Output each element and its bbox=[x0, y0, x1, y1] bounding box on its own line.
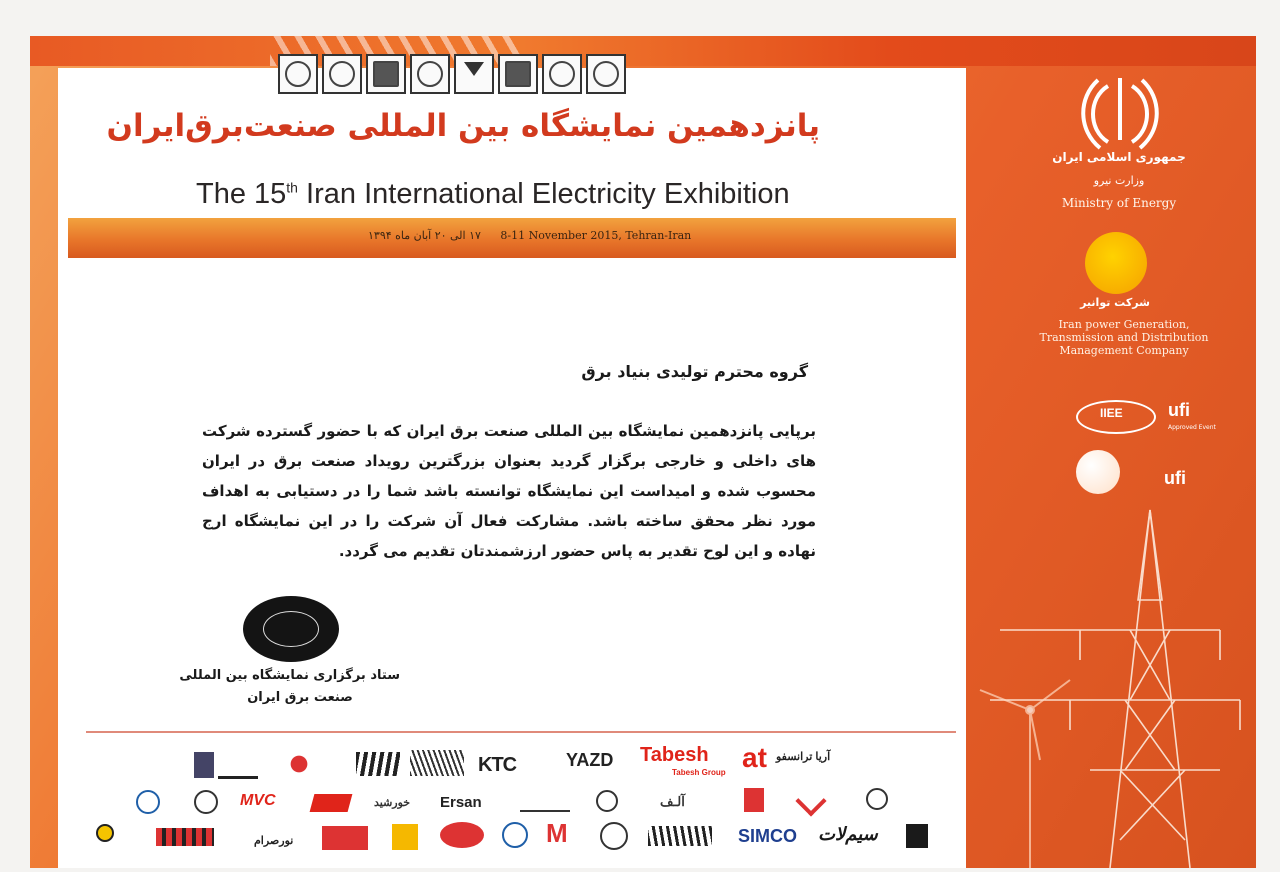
sponsor-aria: آریا ترانسفو bbox=[776, 751, 831, 763]
organizer-logo-6 bbox=[498, 54, 538, 94]
sponsor-simco: SIMCO bbox=[738, 826, 798, 846]
title-en-sup: th bbox=[286, 179, 298, 196]
ministry-title-en: Ministry of Energy bbox=[1061, 196, 1177, 210]
sponsor-logo-r3-6 bbox=[440, 822, 484, 848]
sponsor-logo-r3-7 bbox=[502, 822, 528, 848]
sponsor-simlat: سیم‌لات bbox=[818, 824, 878, 844]
organizer-logo-7 bbox=[542, 54, 582, 94]
organizer-logo-8 bbox=[586, 54, 626, 94]
exhibition-title-en bbox=[196, 178, 790, 211]
signature-seal bbox=[243, 596, 339, 662]
date-en: 8-11 November 2015, Tehran-Iran bbox=[500, 229, 692, 242]
certificate-body: برپایی پانزدهمین نمایشگاه بین المللی صنعت برق ایران که با حضور گسترده شرکت های داخلی و خارجی برگزار گردید بعنوان بزرگترین رویداد صنعت برق در ایران محسوب شده و امیداست این نمایشگاه توانسته باشد شما را در دستیابی به اهداف مورد نظر محقق ساخته باشد. مشارکت فعال آن شرکت را در این نمایشگاه ارج نهاده و این لوح تقدیر به پاس حضور ارزشمندتان تقدیم می گردد. bbox=[202, 422, 816, 560]
sponsor-logo-r3-1 bbox=[96, 824, 114, 842]
title-en-suffix: Iran International Electricity Exhibition bbox=[297, 178, 790, 210]
sponsor-logo-3 bbox=[276, 750, 322, 778]
sponsor-alef: آلـف bbox=[660, 794, 685, 809]
sponsor-logo-r3-10 bbox=[648, 826, 712, 846]
sponsor-logo-1 bbox=[194, 752, 214, 778]
iiee-label: IIEE bbox=[1100, 406, 1123, 420]
seal-inner-mark bbox=[263, 611, 319, 647]
tavanir-logo-icon bbox=[1085, 232, 1147, 294]
date-fa: ۱۷ الی ۲۰ آبان ماه ۱۳۹۴ bbox=[368, 229, 481, 242]
sponsor-logo-r3-4 bbox=[322, 826, 368, 850]
title-en-prefix: The 15 bbox=[196, 178, 287, 210]
iran-emblem-icon bbox=[1078, 72, 1162, 150]
signature-line-2: صنعت برق ایران bbox=[247, 690, 353, 705]
signature-line-1: ستاد برگزاری نمایشگاه بین المللی bbox=[179, 668, 400, 683]
sponsor-logo-r3-13 bbox=[906, 824, 928, 848]
sponsor-logo-r2-7 bbox=[520, 796, 570, 812]
organizer-logo-1 bbox=[278, 54, 318, 94]
organizer-logo-row bbox=[278, 54, 626, 94]
ufi-logo-top: ufi bbox=[1168, 400, 1190, 420]
date-text bbox=[368, 229, 691, 242]
sponsor-logo-r2-2 bbox=[194, 790, 218, 814]
organizer-logo-3 bbox=[366, 54, 406, 94]
tavanir-title-fa: شرکت توانیر bbox=[1080, 296, 1150, 309]
sponsor-yazd: YAZD bbox=[566, 750, 614, 770]
sponsor-logo-r3-5 bbox=[392, 824, 418, 850]
organizer-logo-5 bbox=[454, 54, 494, 94]
sponsor-logo-2 bbox=[218, 754, 258, 779]
sponsor-logo-r2-1 bbox=[136, 790, 160, 814]
organizer-logo-2 bbox=[322, 54, 362, 94]
exhibition-title-fa: پانزدهمین نمایشگاه بین المللی صنعت‌برق‌ایران bbox=[106, 108, 820, 144]
sponsor-logo-4 bbox=[356, 752, 400, 776]
sponsor-logo-5 bbox=[410, 750, 464, 776]
sponsor-divider bbox=[86, 731, 956, 733]
date-band bbox=[68, 218, 956, 258]
ufi-logo-bottom: ufi bbox=[1164, 468, 1186, 488]
sponsor-tabesh: Tabesh bbox=[640, 744, 709, 766]
sponsor-ersan: Ersan bbox=[440, 794, 482, 811]
sponsor-m: M bbox=[546, 818, 568, 848]
sponsor-logo-r2-8 bbox=[596, 790, 618, 812]
sponsor-mvc: MVC bbox=[240, 792, 276, 809]
ministry-title-fa: جمهوری اسلامی ایران bbox=[1052, 150, 1186, 164]
tavanir-title-en: Iran power Generation, Transmission and Distribution Management Company bbox=[1039, 318, 1209, 357]
sponsor-logo-r2-4 bbox=[310, 794, 353, 812]
ufi-approved-label: Approved Event bbox=[1168, 424, 1216, 431]
top-stripe bbox=[30, 36, 1256, 66]
sponsor-at: at bbox=[742, 742, 767, 773]
recipient-salutation: گروه محترم تولیدی بنیاد برق bbox=[581, 362, 808, 381]
sponsor-khorshid: خورشید bbox=[374, 797, 411, 809]
organizer-logo-4 bbox=[410, 54, 450, 94]
sponsor-logo-r3-9 bbox=[600, 822, 628, 850]
sponsor-nooram: نورصرام bbox=[254, 835, 294, 847]
exhibition-ball-icon bbox=[1076, 450, 1120, 494]
sponsor-logo-r2-12 bbox=[866, 788, 888, 810]
sponsor-logo-r3-2 bbox=[156, 828, 214, 846]
sponsor-ktc: KTC bbox=[478, 754, 517, 776]
ministry-subtitle-fa: وزارت نیرو bbox=[1093, 174, 1145, 187]
sponsor-logo-r2-10 bbox=[744, 788, 764, 812]
sponsor-tabesh-sub: Tabesh Group bbox=[672, 768, 726, 777]
